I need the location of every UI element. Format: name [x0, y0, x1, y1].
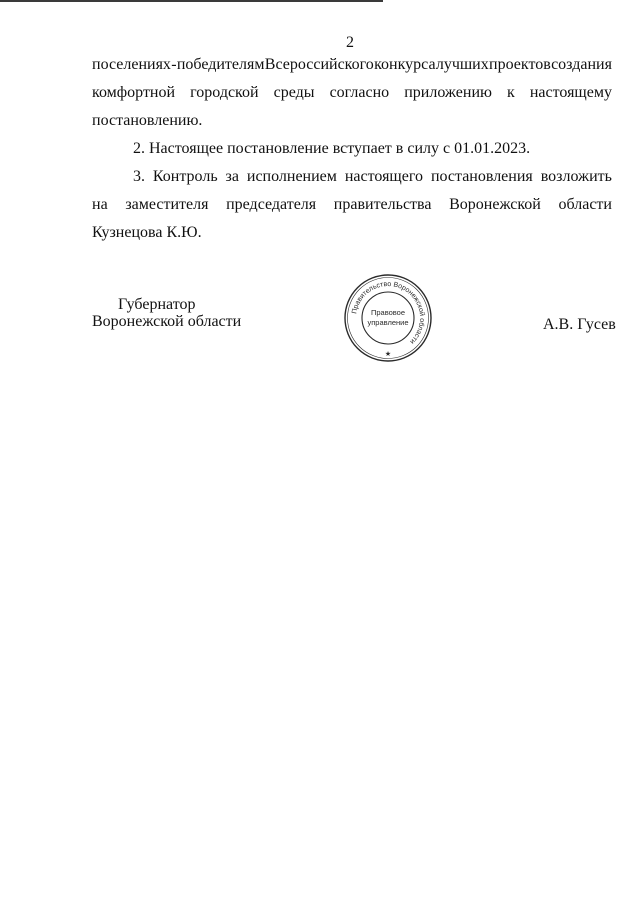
word: среды	[273, 84, 315, 101]
seal-center-line-2: управление	[367, 318, 409, 327]
word: за	[225, 168, 239, 185]
scan-top-edge-line	[0, 0, 383, 2]
page-number: 2	[346, 34, 354, 51]
seal-ring-text: Правительство Воронежской области	[351, 280, 426, 346]
word: постановления	[430, 168, 533, 185]
seal-center-line-1: Правовое	[370, 308, 406, 317]
word: поселениях	[92, 56, 171, 73]
word: к	[507, 84, 515, 101]
word: 3.	[133, 168, 145, 185]
body-line-2	[92, 84, 612, 102]
paragraph-item-3-line-2	[92, 196, 612, 214]
signatory-title-line-1: Губернатор	[118, 296, 196, 313]
word: исполнением	[246, 168, 337, 185]
word: правительства	[333, 196, 432, 213]
word: комфортной	[92, 84, 176, 101]
paragraph-item-2: 2. Настоящее постановление вступает в силу с 01.01.2023.	[133, 140, 531, 157]
body-line-3: постановлению.	[92, 112, 203, 129]
word: проектов	[489, 56, 551, 73]
word: -	[171, 56, 177, 73]
word: заместителя	[125, 196, 209, 213]
word: Воронежской	[449, 196, 541, 213]
word: настоящего	[344, 168, 424, 185]
word: приложению	[404, 84, 492, 101]
word: Всероссийского	[264, 56, 374, 73]
word: лучших	[435, 56, 489, 73]
word: городской	[190, 84, 259, 101]
seal-graphic	[343, 268, 433, 368]
word: победителям	[176, 56, 265, 73]
word: создания	[551, 56, 612, 73]
body-line-1	[92, 56, 612, 74]
word: конкурса	[374, 56, 436, 73]
word: Контроль	[152, 168, 218, 185]
paragraph-item-3-line-1	[92, 168, 612, 186]
word: области	[558, 196, 612, 213]
seal-star-icon: ★	[384, 351, 392, 358]
word: настоящему	[529, 84, 612, 101]
signatory-title-line-2: Воронежской области	[92, 313, 242, 330]
signatory-name: А.В. Гусев	[543, 316, 616, 333]
paragraph-item-3-line-3: Кузнецова К.Ю.	[92, 224, 202, 241]
word: председателя	[226, 196, 317, 213]
official-seal	[343, 268, 433, 368]
word: согласно	[329, 84, 390, 101]
word: на	[92, 196, 108, 213]
word: возложить	[540, 168, 612, 185]
